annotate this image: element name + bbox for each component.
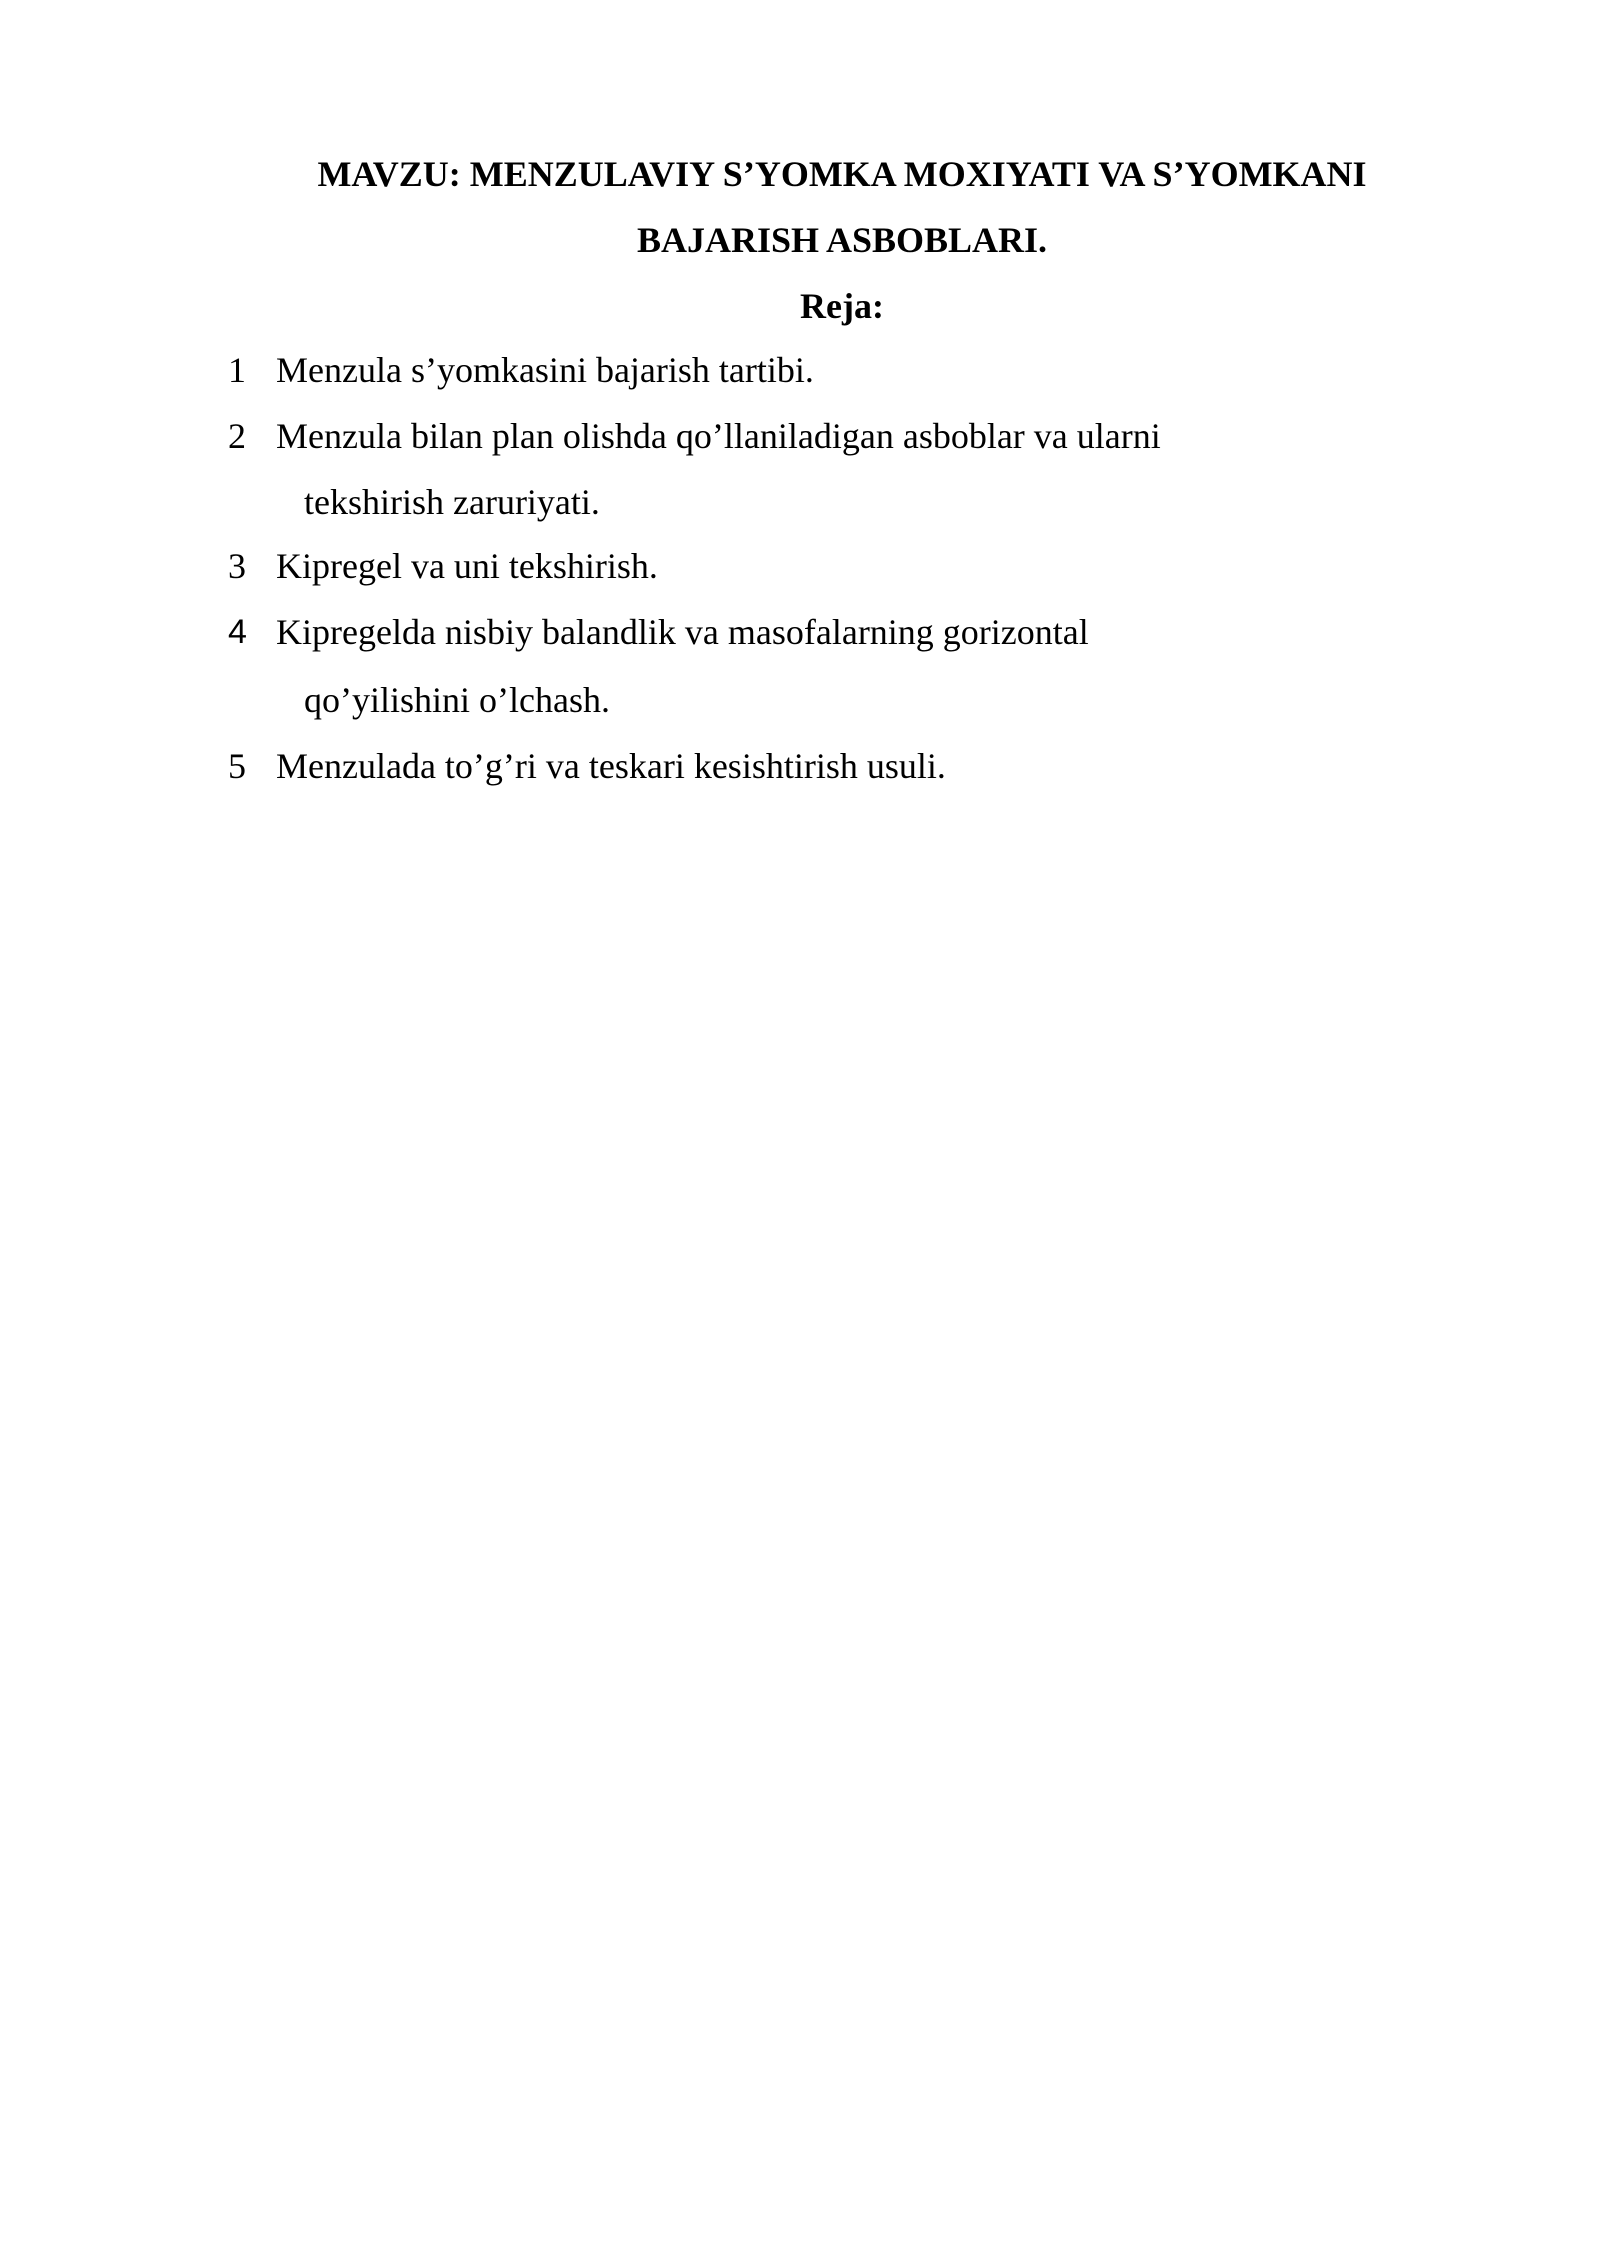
plan-item-number: 4 — [228, 613, 247, 651]
plan-item-4-continuation: qo’yilishini o’lchash. — [304, 680, 610, 720]
plan-item-number: 2 — [228, 416, 246, 456]
plan-item-number: 3 — [228, 546, 246, 586]
plan-item-text: Kipregel va uni tekshirish. — [276, 546, 658, 586]
plan-item-2-continuation: tekshirish zaruriyati. — [304, 482, 600, 522]
plan-item-text: Menzula s’yomkasini bajarish tartibi. — [276, 350, 814, 390]
plan-item-number: 1 — [228, 350, 246, 390]
document-title-line-2: BAJARISH ASBOBLARI. — [636, 220, 1048, 260]
plan-item-text: Menzulada to’g’ri va teskari kesishtirish usuli. — [276, 746, 946, 786]
plan-item-text: Kipregelda nisbiy balandlik va masofalarning gorizontal — [276, 612, 1089, 652]
plan-heading: Reja: — [800, 286, 884, 326]
plan-item-number: 5 — [228, 746, 246, 786]
document-title-line-1: MAVZU: MENZULAVIY S’YOMKA MOXIYATI VA S’YOMKANI — [317, 154, 1367, 194]
plan-item-text: Menzula bilan plan olishda qo’llaniladigan asboblar va ularni — [276, 416, 1161, 456]
